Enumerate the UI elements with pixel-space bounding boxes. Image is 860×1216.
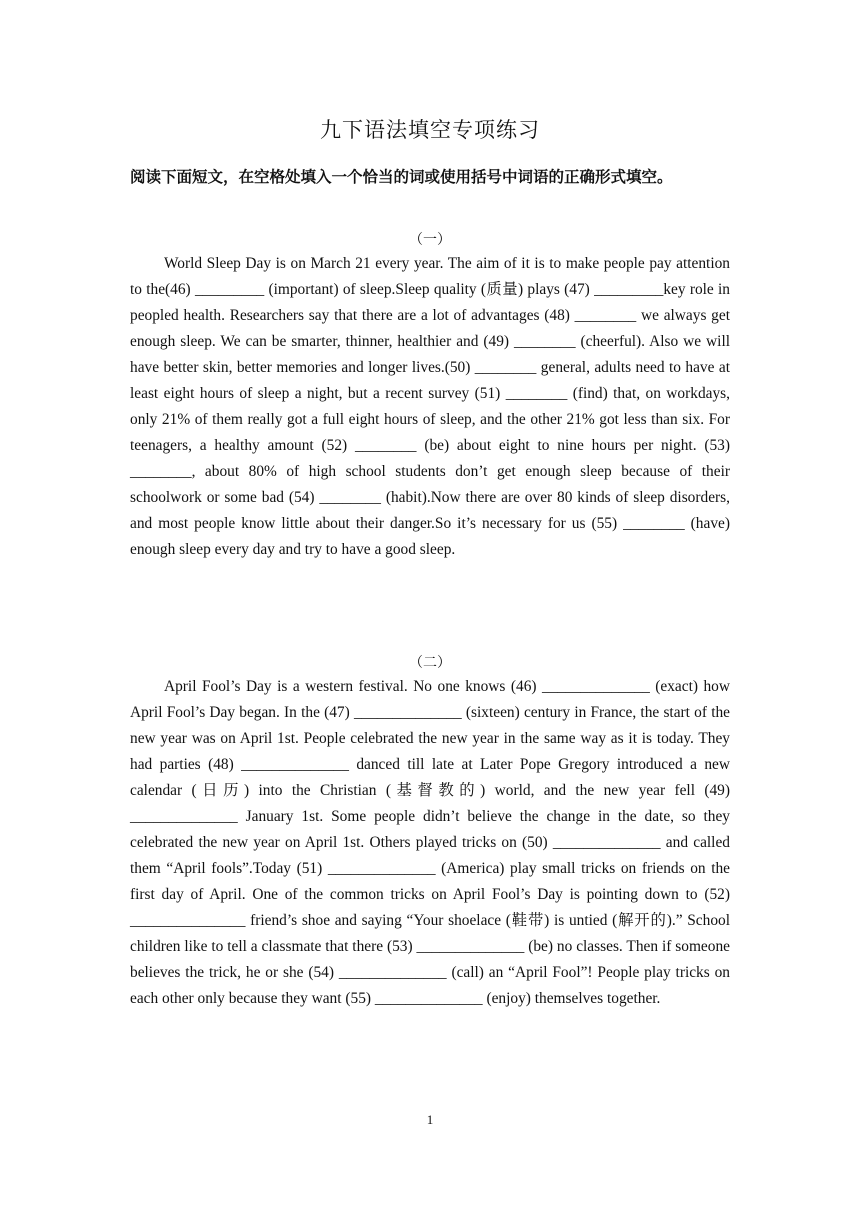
passage-1: World Sleep Day is on March 21 every year. The aim of it is to make people pay attention to the(46) _________ (important) of sleep.Sleep quality (质量) plays (47) _________key role in peopled health. Researchers say that there are a lot of advantages (48) ________ we always get enough sleep. We can be smarter, thinner, healthier and (49) ________ (cheerful). Also we will have better skin, better memories and longer lives.(50) ________ general, adults need to have at least eight hours of sleep a night, but a recent survey (51) ________ (find) that, on workdays, only 21% of them really got a full eight hours of sleep, and the other 21% got less than six. For teenagers, a healthy amount (52) ________ (be) about eight to nine hours per night. (53) ________, about 80% of high school students don’t get enough sleep because of their schoolwork or some bad (54) ________ (habit).Now there are over 80 kinds of sleep disorders, and most people know little about their danger.So it’s necessary for us (55) ________ (have) enough sleep every day and try to have a good sleep. xyxy=(130,255,730,558)
page-title: 九下语法填空专项练习 xyxy=(320,118,540,142)
section-label-2: （二） xyxy=(409,655,451,671)
instruction-text: 阅读下面短文，在空格处填入一个恰当的词或使用括号中词语的正确形式填空。 xyxy=(130,168,673,186)
section-label-1: （一） xyxy=(409,232,451,248)
passage-2: April Fool’s Day is a western festival. No one knows (46) ______________ (exact) how April Fool’s Day began. In the (47) ______________ (sixteen) century in France, the start of the new year was on April 1st. People celebrated the new year in the same way as it is today. They had parties (48) ______________ danced till late at Later Pope Gregory introduced a new calendar (日历) into the Christian (基督教的) world, and the new year fell (49) ______________ January 1st. Some people didn’t believe the change in the date, so they celebrated the new year on April 1st. Others played tricks on (50) ______________ and called them “April fools”.Today (51) ______________ (America) play small tricks on friends on the first day of April. One of the common tricks on April Fool’s Day is pointing down to (52) _______________ friend’s shoe and saying “Your shoelace (鞋带) is untied (解开的).” School children like to tell a classmate that there (53) ______________ (be) no classes. Then if someone believes the trick, he or she (54) ______________ (call) an “April Fool”! People play tricks on each other only because they want (55) ______________ (enjoy) themselves together. xyxy=(130,678,730,1007)
page-number: 1 xyxy=(426,1112,434,1127)
